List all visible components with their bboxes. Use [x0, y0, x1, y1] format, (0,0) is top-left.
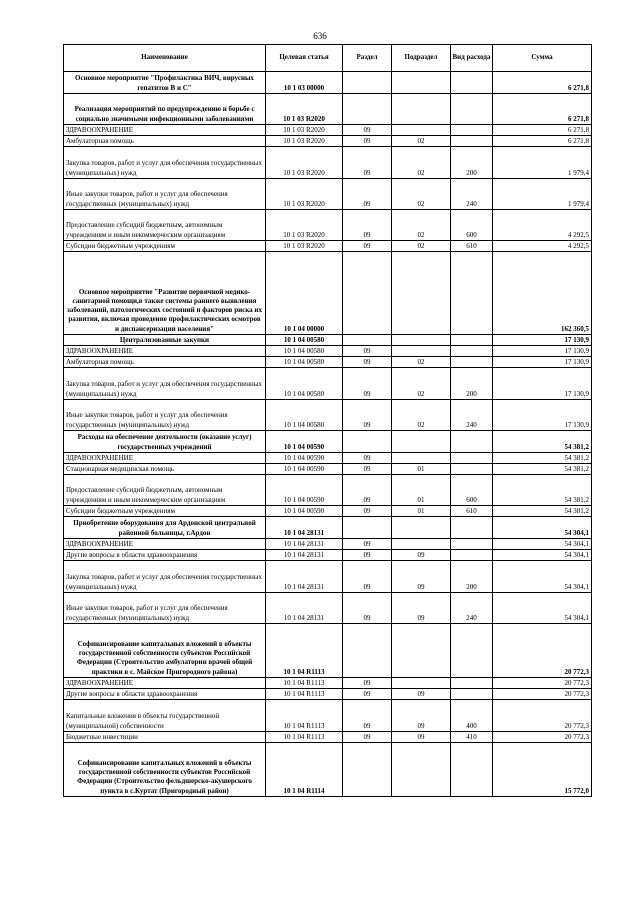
- cell-target-article: 10 1 03 R2020: [266, 241, 343, 252]
- cell-section: 09: [343, 732, 392, 743]
- cell-subsection: 02: [392, 179, 451, 210]
- cell-subsection: 02: [392, 368, 451, 400]
- header-subsection: Подраздел: [392, 45, 451, 72]
- cell-section: 09: [343, 346, 392, 357]
- cell-expense-type: [451, 357, 493, 368]
- cell-section: [343, 72, 392, 94]
- cell-section: [343, 624, 392, 678]
- cell-target-article: 10 1 04 00580: [266, 400, 343, 431]
- cell-subsection: [392, 431, 451, 453]
- cell-sum: 54 304,1: [493, 550, 592, 561]
- cell-name: ЗДРАВООХРАНЕНИЕ: [64, 346, 266, 357]
- cell-section: 09: [343, 464, 392, 475]
- table-row: [64, 678, 592, 689]
- cell-sum: 54 304,1: [493, 539, 592, 550]
- cell-name: Реализация мероприятий по предупреждению и борьбе с социально значимыми инфекционными заболеваниями: [64, 94, 266, 125]
- cell-target-article: 10 1 04 28131: [266, 539, 343, 550]
- cell-expense-type: 610: [451, 506, 493, 517]
- cell-name: ЗДРАВООХРАНЕНИЕ: [64, 453, 266, 464]
- cell-name: Централизованные закупки: [64, 335, 266, 346]
- cell-name: Бюджетные инвестиции: [64, 732, 266, 743]
- cell-target-article: 10 1 04 00580: [266, 335, 343, 346]
- cell-sum: 54 304,1: [493, 517, 592, 539]
- cell-target-article: 10 1 04 28131: [266, 517, 343, 539]
- cell-subsection: 01: [392, 464, 451, 475]
- cell-section: [343, 94, 392, 125]
- cell-sum: 17 130,9: [493, 346, 592, 357]
- cell-name: Предоставление субсидий бюджетным, автономным учреждениям и иным некоммерческим организациям: [64, 475, 266, 506]
- cell-subsection: 02: [392, 136, 451, 147]
- cell-target-article: 10 1 04 28131: [266, 561, 343, 593]
- cell-sum: 1 979,4: [493, 179, 592, 210]
- cell-target-article: 10 1 04 00580: [266, 368, 343, 400]
- cell-subsection: [392, 743, 451, 797]
- table-row: [64, 125, 592, 136]
- cell-name: ЗДРАВООХРАНЕНИЕ: [64, 539, 266, 550]
- table-row: [64, 732, 592, 743]
- cell-name: Софинансирование капитальных вложений в объекты государственной собственности субъектов Российской Федерации (Строительство фельдшерско-акушерского пункта в с.Куртат (Пригородный район): [64, 743, 266, 797]
- cell-name: Иные закупки товаров, работ и услуг для обеспечения государственных (муниципальных) нужд: [64, 179, 266, 210]
- table-row: [64, 252, 592, 335]
- cell-sum: 6 271,8: [493, 94, 592, 125]
- cell-sum: 54 304,1: [493, 593, 592, 624]
- cell-section: 09: [343, 125, 392, 136]
- cell-section: 09: [343, 678, 392, 689]
- cell-sum: 6 271,8: [493, 136, 592, 147]
- cell-subsection: [392, 94, 451, 125]
- cell-target-article: 10 1 04 R1113: [266, 624, 343, 678]
- cell-target-article: 10 1 04 R1113: [266, 732, 343, 743]
- cell-expense-type: [451, 743, 493, 797]
- cell-section: 09: [343, 689, 392, 700]
- table-row: [64, 94, 592, 125]
- cell-section: 09: [343, 368, 392, 400]
- cell-target-article: 10 1 04 28131: [266, 550, 343, 561]
- table-row: [64, 624, 592, 678]
- cell-section: 09: [343, 136, 392, 147]
- cell-sum: 17 130,9: [493, 368, 592, 400]
- cell-target-article: 10 1 03 R2020: [266, 136, 343, 147]
- table-row: [64, 357, 592, 368]
- cell-subsection: 09: [392, 700, 451, 732]
- cell-name: Расходы на обеспечение деятельности (оказание услуг) государственных учреждений: [64, 431, 266, 453]
- cell-name: Амбулаторная помощь: [64, 357, 266, 368]
- table-row: [64, 346, 592, 357]
- cell-section: 09: [343, 539, 392, 550]
- cell-section: 09: [343, 241, 392, 252]
- header-section: Раздел: [343, 45, 392, 72]
- cell-name: Предоставление субсидий бюджетным, автономным учреждениям и иным некоммерческим организациям: [64, 210, 266, 241]
- cell-target-article: 10 1 04 R1113: [266, 689, 343, 700]
- cell-expense-type: 600: [451, 210, 493, 241]
- cell-section: [343, 252, 392, 335]
- cell-section: [343, 743, 392, 797]
- cell-subsection: 09: [392, 689, 451, 700]
- table-row: [64, 700, 592, 732]
- cell-subsection: 02: [392, 357, 451, 368]
- cell-subsection: [392, 252, 451, 335]
- page-number: 636: [313, 31, 327, 41]
- cell-subsection: 01: [392, 506, 451, 517]
- cell-sum: 4 292,5: [493, 210, 592, 241]
- cell-name: ЗДРАВООХРАНЕНИЕ: [64, 125, 266, 136]
- table-row: [64, 179, 592, 210]
- table-row: [64, 431, 592, 453]
- cell-sum: 54 381,2: [493, 464, 592, 475]
- cell-subsection: 02: [392, 241, 451, 252]
- cell-expense-type: [451, 252, 493, 335]
- cell-expense-type: [451, 678, 493, 689]
- table-row: [64, 368, 592, 400]
- cell-expense-type: [451, 517, 493, 539]
- cell-section: 09: [343, 475, 392, 506]
- table-row: [64, 464, 592, 475]
- cell-expense-type: 200: [451, 561, 493, 593]
- cell-name: Закупка товаров, работ и услуг для обеспечения государственных (муниципальных) нужд: [64, 147, 266, 179]
- cell-target-article: 10 1 04 00580: [266, 357, 343, 368]
- cell-target-article: 10 1 04 00590: [266, 506, 343, 517]
- cell-name: Основное мероприятие "Профилактика ВИЧ, вирусных гепатитов В и С": [64, 72, 266, 94]
- cell-section: 09: [343, 700, 392, 732]
- cell-expense-type: [451, 335, 493, 346]
- table-row: [64, 210, 592, 241]
- cell-target-article: 10 1 04 28131: [266, 593, 343, 624]
- cell-subsection: [392, 453, 451, 464]
- cell-expense-type: 400: [451, 700, 493, 732]
- cell-target-article: 10 1 04 00590: [266, 475, 343, 506]
- cell-name: Субсидии бюджетным учреждениям: [64, 506, 266, 517]
- cell-expense-type: [451, 550, 493, 561]
- cell-section: 09: [343, 550, 392, 561]
- cell-name: Другие вопросы в области здравоохранения: [64, 689, 266, 700]
- cell-subsection: 02: [392, 147, 451, 179]
- cell-subsection: [392, 678, 451, 689]
- table-row: [64, 475, 592, 506]
- cell-subsection: 09: [392, 550, 451, 561]
- cell-sum: 17 130,9: [493, 335, 592, 346]
- cell-expense-type: 410: [451, 732, 493, 743]
- cell-target-article: 10 1 04 00590: [266, 453, 343, 464]
- table-row: [64, 241, 592, 252]
- cell-target-article: 10 1 03 R2020: [266, 210, 343, 241]
- header-name: Наименование: [64, 45, 266, 72]
- cell-name: Стационарная медицинская помощь: [64, 464, 266, 475]
- table-row: [64, 72, 592, 94]
- cell-expense-type: [451, 464, 493, 475]
- table-row: [64, 335, 592, 346]
- cell-target-article: 10 1 04 R1114: [266, 743, 343, 797]
- table-row: [64, 517, 592, 539]
- header-sum: Сумма: [493, 45, 592, 72]
- cell-sum: 1 979,4: [493, 147, 592, 179]
- cell-target-article: 10 1 04 00590: [266, 431, 343, 453]
- cell-target-article: 10 1 04 00000: [266, 252, 343, 335]
- cell-name: Амбулаторная помощь: [64, 136, 266, 147]
- cell-subsection: [392, 335, 451, 346]
- cell-subsection: 02: [392, 400, 451, 431]
- cell-sum: 54 381,2: [493, 431, 592, 453]
- cell-sum: 20 772,3: [493, 700, 592, 732]
- cell-sum: 20 772,3: [493, 689, 592, 700]
- cell-section: [343, 517, 392, 539]
- table-row: [64, 136, 592, 147]
- cell-sum: 17 130,9: [493, 357, 592, 368]
- cell-expense-type: [451, 125, 493, 136]
- cell-sum: 20 772,3: [493, 624, 592, 678]
- table-row: [64, 689, 592, 700]
- cell-target-article: 10 1 03 R2020: [266, 94, 343, 125]
- cell-section: 09: [343, 561, 392, 593]
- cell-name: Основное мероприятие "Развитие первичной медико-санитарной помощи,в также системы раннего выявления заболеваний, патологических состояний и факторов риска их развития, включая проведение профилактических осмотров и диспансеризации населения": [64, 252, 266, 335]
- cell-sum: 6 271,8: [493, 125, 592, 136]
- cell-name: ЗДРАВООХРАНЕНИЕ: [64, 678, 266, 689]
- cell-target-article: 10 1 04 00580: [266, 346, 343, 357]
- cell-sum: 54 381,2: [493, 453, 592, 464]
- cell-sum: 54 304,1: [493, 561, 592, 593]
- cell-subsection: 09: [392, 593, 451, 624]
- table-row: [64, 147, 592, 179]
- table-row: [64, 539, 592, 550]
- cell-section: 09: [343, 506, 392, 517]
- table-row: [64, 743, 592, 797]
- budget-table: [63, 44, 592, 797]
- cell-expense-type: [451, 431, 493, 453]
- cell-subsection: [392, 125, 451, 136]
- cell-expense-type: [451, 689, 493, 700]
- cell-subsection: 09: [392, 732, 451, 743]
- cell-sum: 54 381,2: [493, 475, 592, 506]
- cell-name: Закупка товаров, работ и услуг для обеспечения государственных (муниципальных) нужд: [64, 561, 266, 593]
- cell-sum: 20 772,3: [493, 732, 592, 743]
- cell-expense-type: 200: [451, 368, 493, 400]
- cell-subsection: 02: [392, 210, 451, 241]
- cell-section: 09: [343, 400, 392, 431]
- cell-subsection: [392, 72, 451, 94]
- cell-subsection: [392, 624, 451, 678]
- cell-sum: 20 772,3: [493, 678, 592, 689]
- cell-target-article: 10 1 04 R1113: [266, 700, 343, 732]
- table-row: [64, 593, 592, 624]
- cell-expense-type: 610: [451, 241, 493, 252]
- cell-target-article: 10 1 03 00000: [266, 72, 343, 94]
- cell-subsection: 01: [392, 475, 451, 506]
- header-target-article: Целевая статья: [266, 45, 343, 72]
- cell-expense-type: [451, 72, 493, 94]
- cell-name: Другие вопросы в области здравоохранения: [64, 550, 266, 561]
- cell-section: [343, 431, 392, 453]
- cell-target-article: 10 1 03 R2020: [266, 179, 343, 210]
- cell-sum: 6 271,8: [493, 72, 592, 94]
- cell-expense-type: [451, 453, 493, 464]
- cell-target-article: 10 1 04 R1113: [266, 678, 343, 689]
- cell-sum: 4 292,5: [493, 241, 592, 252]
- cell-expense-type: [451, 624, 493, 678]
- cell-name: Иные закупки товаров, работ и услуг для обеспечения государственных (муниципальных) нужд: [64, 400, 266, 431]
- cell-expense-type: 600: [451, 475, 493, 506]
- cell-sum: 17 130,9: [493, 400, 592, 431]
- cell-expense-type: 240: [451, 400, 493, 431]
- cell-expense-type: [451, 346, 493, 357]
- cell-sum: 15 772,0: [493, 743, 592, 797]
- cell-sum: 54 381,2: [493, 506, 592, 517]
- cell-expense-type: [451, 136, 493, 147]
- cell-subsection: [392, 517, 451, 539]
- cell-target-article: 10 1 04 00590: [266, 464, 343, 475]
- cell-expense-type: 240: [451, 179, 493, 210]
- cell-name: Капитальные вложения в объекты государственной (муниципальной) собственности: [64, 700, 266, 732]
- cell-section: 09: [343, 453, 392, 464]
- cell-name: Софинансирование капитальных вложений в объекты государственной собственности субъектов Российской Федерации (Строительство амбулатории врачей общей практики в с. Майское Пригородного района): [64, 624, 266, 678]
- cell-target-article: 10 1 03 R2020: [266, 125, 343, 136]
- cell-name: Субсидии бюджетным учреждениям: [64, 241, 266, 252]
- cell-sum: 162 360,5: [493, 252, 592, 335]
- cell-name: Приобретение оборудования для Ардонской центральной районной больницы, г.Ардон: [64, 517, 266, 539]
- cell-subsection: [392, 346, 451, 357]
- cell-expense-type: [451, 94, 493, 125]
- cell-subsection: 09: [392, 561, 451, 593]
- cell-subsection: [392, 539, 451, 550]
- cell-section: 09: [343, 179, 392, 210]
- table-row: [64, 506, 592, 517]
- cell-expense-type: 240: [451, 593, 493, 624]
- table-row: [64, 453, 592, 464]
- cell-expense-type: 200: [451, 147, 493, 179]
- cell-expense-type: [451, 539, 493, 550]
- table-row: [64, 400, 592, 431]
- cell-section: 09: [343, 210, 392, 241]
- table-header-row: [64, 45, 592, 72]
- cell-name: Закупка товаров, работ и услуг для обеспечения государственных (муниципальных) нужд: [64, 368, 266, 400]
- cell-section: 09: [343, 147, 392, 179]
- table-row: [64, 561, 592, 593]
- cell-section: 09: [343, 593, 392, 624]
- cell-name: Иные закупки товаров, работ и услуг для обеспечения государственных (муниципальных) нужд: [64, 593, 266, 624]
- table-row: [64, 550, 592, 561]
- cell-section: 09: [343, 357, 392, 368]
- header-expense-type: Вид расхода: [451, 45, 493, 72]
- cell-target-article: 10 1 03 R2020: [266, 147, 343, 179]
- cell-section: [343, 335, 392, 346]
